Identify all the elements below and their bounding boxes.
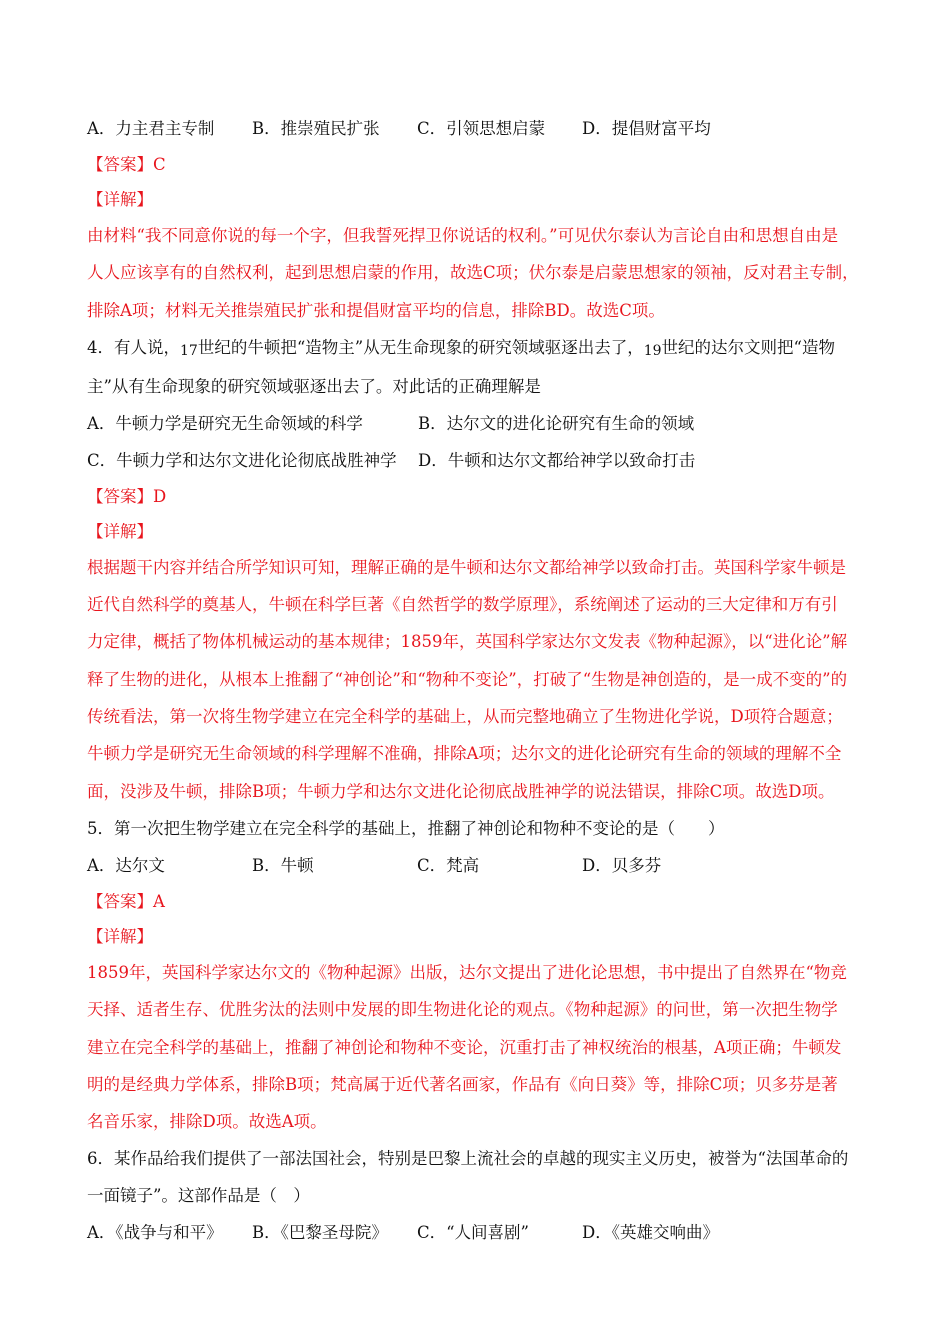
q5-options bbox=[87, 847, 863, 884]
q6-option-c: C．“人间喜剧” bbox=[417, 1223, 529, 1243]
q3-options bbox=[87, 110, 863, 147]
q4-stem-line1 bbox=[87, 329, 863, 368]
q5-detail-line: 明的是经典力学体系，排除B项；梵高属于近代著名画家，作品有《向日葵》等，排除C项；贝多芬是著 bbox=[87, 1074, 838, 1094]
q4-detail-line: 面，没涉及牛顿，排除B项；牛顿力学和达尔文进化论彻底战胜神学的说法错误，排除C项。故选D项。 bbox=[87, 781, 835, 801]
q4-stem bbox=[87, 329, 863, 405]
q5-detail-line: 名音乐家，排除D项。故选A项。 bbox=[87, 1112, 327, 1132]
q6-options bbox=[87, 1214, 863, 1251]
q5-detail-line: 天择、适者生存、优胜劣汰的法则中发展的即生物进化论的观点。《物种起源》的问世，第一次把生物学 bbox=[87, 1000, 838, 1020]
q6-stem-line: 一面镜子”。这部作品是（ ） bbox=[87, 1186, 310, 1206]
q6-stem-line: 6．某作品给我们提供了一部法国社会，特别是巴黎上流社会的卓越的现实主义历史，被誉为“法国革命的 bbox=[87, 1149, 849, 1169]
q4-detail-line: 传统看法，第一次将生物学建立在完全科学的基础上，从而完整地确立了生物进化学说，D项符合题意； bbox=[87, 707, 843, 727]
q5-option-a: A．达尔文 bbox=[87, 855, 165, 875]
q3-option-b: B．推崇殖民扩张 bbox=[252, 119, 380, 138]
q5-detail bbox=[87, 954, 863, 1140]
q5-detail-line: 建立在完全科学的基础上，推翻了神创论和物种不变论，沉重打击了神权统治的根基，A项正确；牛顿发 bbox=[87, 1037, 842, 1057]
q5-option-c: C．梵高 bbox=[417, 855, 480, 875]
q3-detail-line: 人人应该享有的自然权利，起到思想启蒙的作用，故选C项；伏尔泰是启蒙思想家的领袖，反对君主专制， bbox=[87, 263, 859, 283]
q5-option-d: D．贝多芬 bbox=[582, 855, 662, 875]
q4-detail bbox=[87, 549, 863, 810]
q3-detail-line: 由材料“我不同意你说的每一个字，但我誓死捍卫你说话的权利。”可见伏尔泰认为言论自由和思想自由是 bbox=[87, 226, 839, 245]
q4-detail-line: 牛顿力学是研究无生命领域的科学理解不准确，排除A项；达尔文的进化论研究有生命的领域的理解不全 bbox=[87, 744, 842, 764]
q4-option-c: C．牛顿力学和达尔文进化论彻底战胜神学 bbox=[87, 450, 397, 470]
q3-answer: 【答案】C bbox=[87, 155, 166, 174]
content bbox=[87, 110, 863, 1251]
q4-stem-part: 4．有人说， bbox=[87, 337, 180, 357]
q3-detail-line: 排除A项；材料无关推崇殖民扩张和提倡财富平均的信息，排除BD。故选C项。 bbox=[87, 300, 665, 320]
q5-option-b: B．牛顿 bbox=[252, 855, 314, 875]
q6-option-d: D．《英雄交响曲》 bbox=[582, 1223, 719, 1243]
q3-option-a: A．力主君主专制 bbox=[87, 119, 215, 138]
q4-detail-line: 释了生物的进化，从根本上推翻了“神创论”和“物种不变论”，打破了“生物是神创造的，是一成不变的”的 bbox=[87, 669, 848, 689]
q4-stem-part: 世纪的达尔文则把“造物 bbox=[661, 337, 835, 357]
q4-stem-part: 世纪的牛顿把“造物主”从无生命现象的研究领域驱逐出去了， bbox=[197, 337, 644, 357]
q5-answer: 【答案】A bbox=[87, 891, 165, 911]
q4-option-d: D．牛顿和达尔文都给神学以致命打击 bbox=[418, 450, 696, 470]
q4-options-row2 bbox=[87, 442, 863, 479]
q4-answer: 【答案】D bbox=[87, 486, 167, 506]
q4-detail-line: 力定律，概括了物体机械运动的基本规律；1859年，英国科学家达尔文发表《物种起源》，以“进化论”解 bbox=[87, 632, 848, 652]
q5-detail-label: 【详解】 bbox=[87, 926, 153, 946]
q4-detail-line: 近代自然科学的奠基人，牛顿在科学巨著《自然哲学的数学原理》，系统阐述了运动的三大定律和万有引 bbox=[87, 595, 838, 615]
q5-stem: 5．第一次把生物学建立在完全科学的基础上，推翻了神创论和物种不变论的是（ ） bbox=[87, 818, 725, 838]
q5-detail-line: 1859年，英国科学家达尔文的《物种起源》出版，达尔文提出了进化论思想，书中提出了自然界在“物竞 bbox=[87, 962, 847, 982]
q4-stem-line2: 主”从有生命现象的研究领域驱逐出去了。对此话的正确理解是 bbox=[87, 376, 541, 396]
q4-detail-line: 根据题干内容并结合所学知识可知，理解正确的是牛顿和达尔文都给神学以致命打击。英国科学家牛顿是 bbox=[87, 557, 846, 577]
q6-stem bbox=[87, 1140, 863, 1214]
q3-detail-label: 【详解】 bbox=[87, 190, 153, 209]
q4-option-b: B．达尔文的进化论研究有生命的领域 bbox=[418, 413, 695, 433]
q4-option-a: A．牛顿力学是研究无生命领域的科学 bbox=[87, 413, 363, 433]
q4-options-row1 bbox=[87, 405, 863, 442]
q3-detail bbox=[87, 217, 863, 329]
q4-century-19: 19 bbox=[643, 342, 662, 359]
q3-option-d: D．提倡财富平均 bbox=[582, 119, 711, 138]
q6-option-a: A．《战争与和平》 bbox=[87, 1223, 223, 1243]
q3-option-c: C．引领思想启蒙 bbox=[417, 119, 546, 138]
q4-century-17: 17 bbox=[180, 342, 198, 359]
q6-option-b: B．《巴黎圣母院》 bbox=[252, 1223, 388, 1243]
q4-detail-label: 【详解】 bbox=[87, 521, 153, 541]
